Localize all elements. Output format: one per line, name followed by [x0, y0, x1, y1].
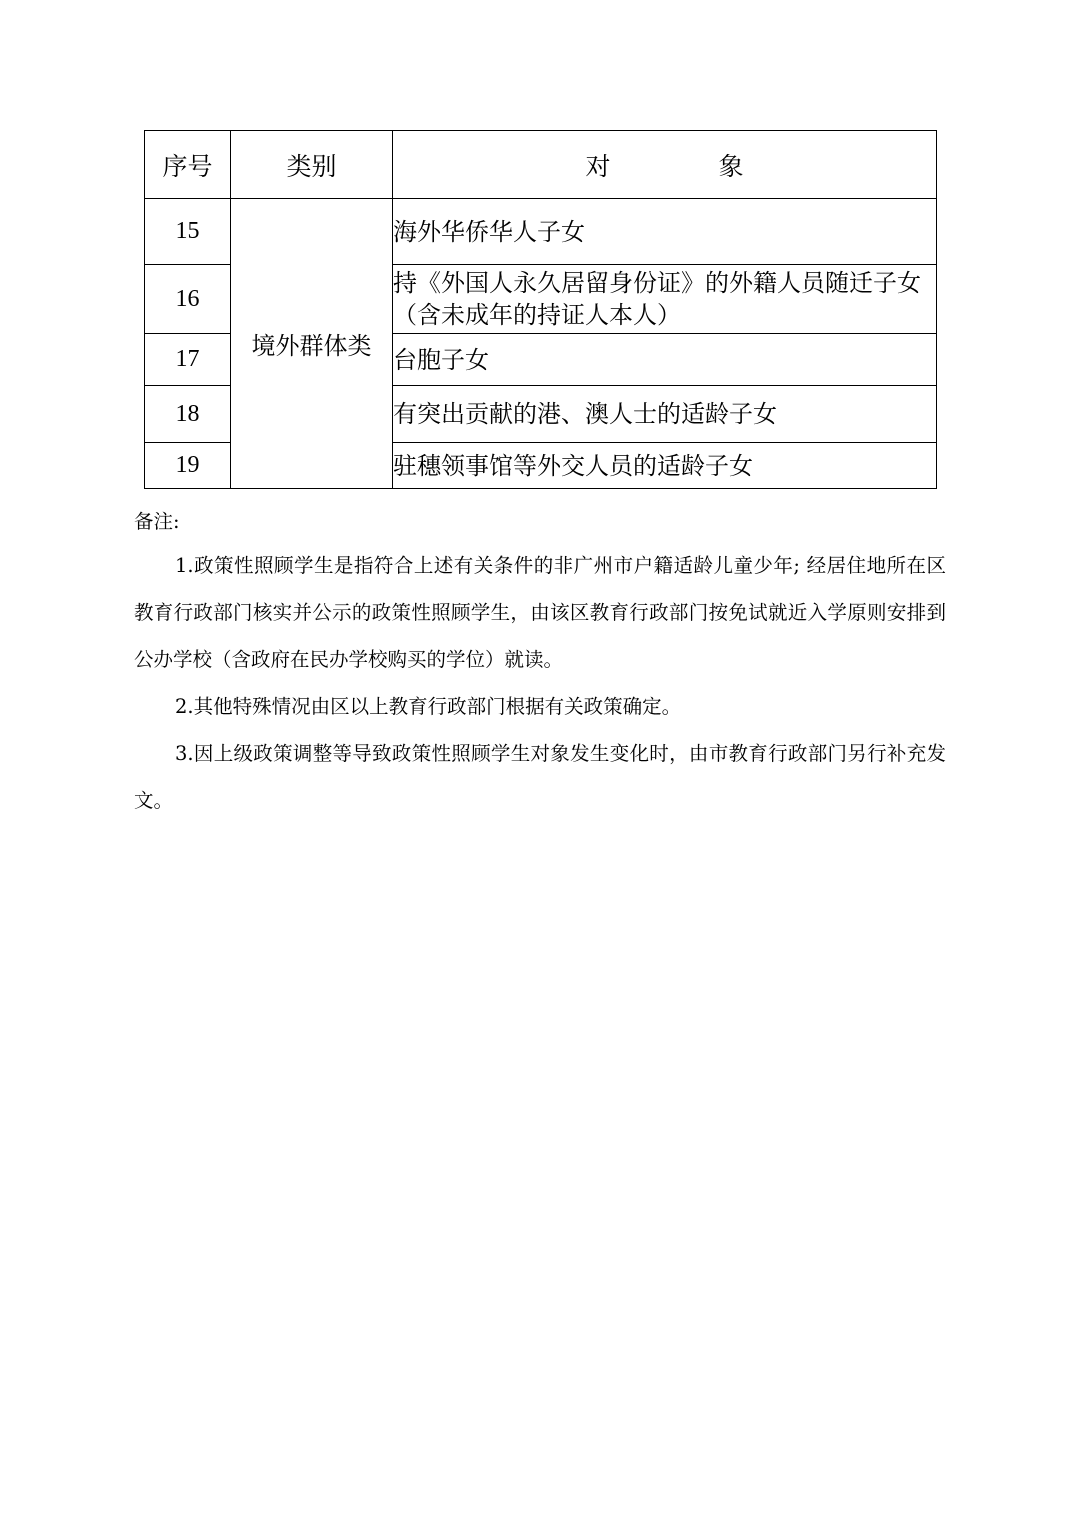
- row-target: 有突出贡献的港、澳人士的适龄子女: [393, 386, 937, 443]
- row-target: 持《外国人永久居留身份证》的外籍人员随迁子女（含未成年的持证人本人）: [393, 265, 937, 334]
- row-target: 海外华侨华人子女: [393, 199, 937, 265]
- row-index: 17: [145, 334, 231, 386]
- row-target: 驻穗领事馆等外交人员的适龄子女: [393, 443, 937, 489]
- note-item: 3.因上级政策调整等导致政策性照顾学生对象发生变化时，由市教育行政部门另行补充发文。: [134, 742, 946, 812]
- notes-section: [134, 502, 946, 824]
- header-target-label: 对 象: [585, 151, 794, 181]
- table-header-row: [145, 131, 937, 199]
- row-index: 16: [145, 265, 231, 334]
- header-index: 序号: [145, 131, 231, 199]
- row-target: 台胞子女: [393, 334, 937, 386]
- note-item: 2.其他特殊情况由区以上教育行政部门根据有关政策确定。: [175, 695, 682, 718]
- row-index: 18: [145, 386, 231, 443]
- notes-label: 备注:: [134, 510, 180, 533]
- table-row: [145, 199, 937, 265]
- header-target: [393, 131, 937, 199]
- row-index: 15: [145, 199, 231, 265]
- policy-table: [144, 130, 937, 489]
- note-item: 1.政策性照顾学生是指符合上述有关条件的非广州市户籍适龄儿童少年; 经居住地所在区教育行政部门核实并公示的政策性照顾学生，由该区教育行政部门按免试就近入学原则安排到公办学校（含政府在民办学校购买的学位）就读。: [134, 554, 946, 671]
- policy-table-container: [144, 130, 937, 489]
- header-category: 类别: [231, 131, 393, 199]
- row-index: 19: [145, 443, 231, 489]
- category-cell: 境外群体类: [231, 199, 393, 489]
